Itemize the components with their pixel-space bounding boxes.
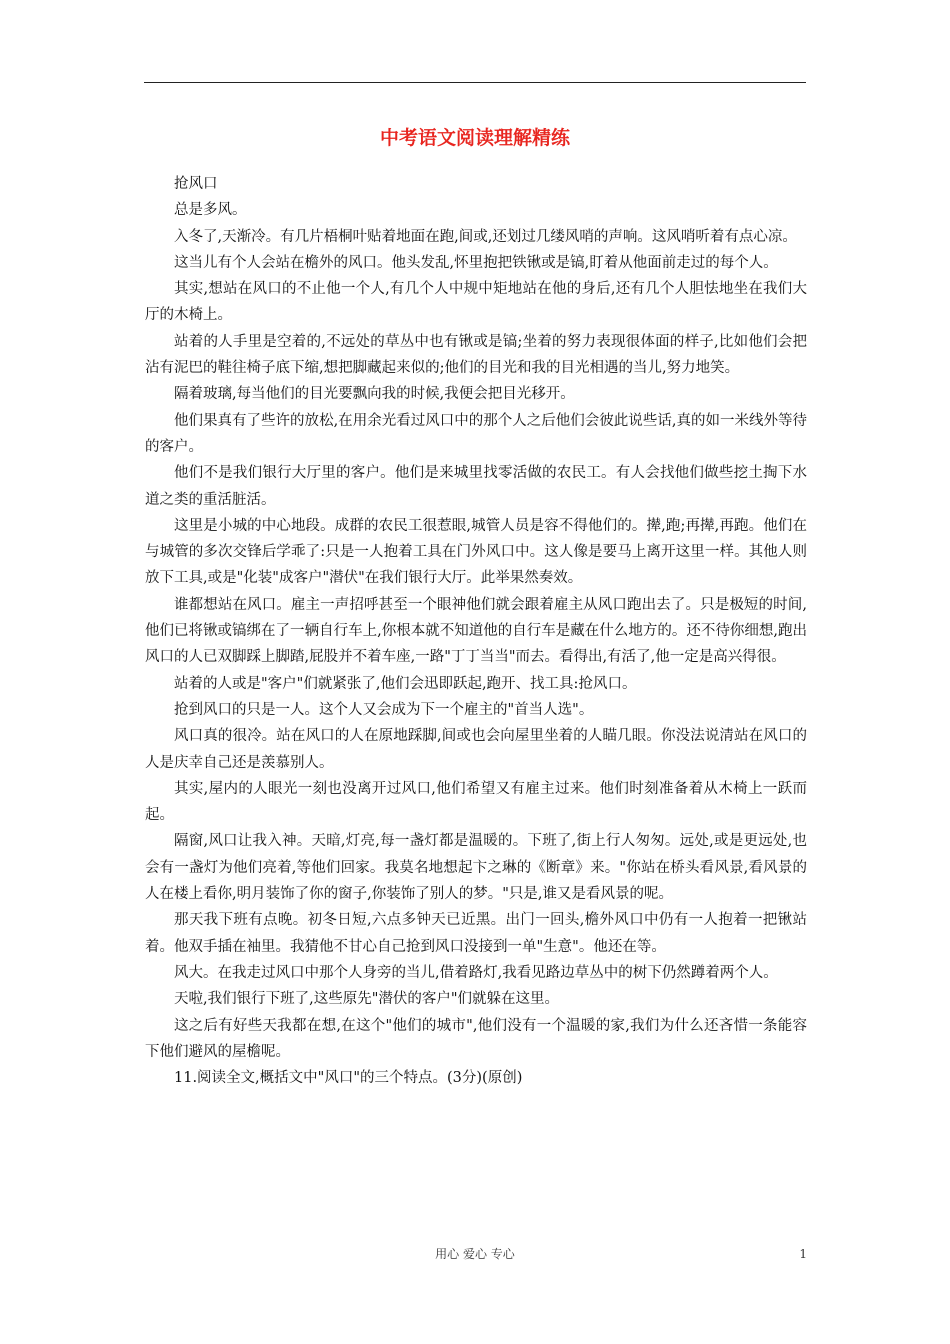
- paragraph: 入冬了,天渐冷。有几片梧桐叶贴着地面在跑,间或,还划过几缕风哨的声响。这风哨听着有点心凉。: [174, 228, 797, 245]
- paragraph: 风口真的很冷。站在风口的人在原地踩脚,间或也会向屋里坐着的人瞄几眼。你没法说清站在风口的人是庆幸自己还是羡慕别人。: [145, 728, 807, 771]
- footer-slogan: 用心 爱心 专心: [435, 1247, 515, 1261]
- paragraph: 隔着玻璃,每当他们的目光要飘向我的时候,我便会把目光移开。: [174, 386, 575, 403]
- paragraph: 其实,想站在风口的不止他一个人,有几个人中规中矩地站在他的身后,还有几个人胆怯地坐在我们大厅的木椅上。: [145, 281, 807, 324]
- paragraph: 站着的人手里是空着的,不远处的草丛中也有锹或是镐;坐着的努力表现很体面的样子,比如他们会把沾有泥巴的鞋往椅子底下缩,想把脚藏起来似的;他们的目光和我的目光相遇的当儿,努力地笑。: [145, 333, 807, 377]
- paragraph: 抢到风口的只是一人。这个人又会成为下一个雇主的"首当人选"。: [174, 701, 594, 718]
- paragraph: 谁都想站在风口。雇主一声招呼甚至一个眼神他们就会跟着雇主从风口跑出去了。只是极短的时间,他们已将锹或镐绑在了一辆自行车上,你根本就不知道他的自行车是藏在什么地方的。还不待你细想,跑出风口的人已双脚踩上脚踏,屁股并不着车座,一路"丁丁当当"而去。看得出,有活了,他一定是高兴得很。: [145, 596, 807, 666]
- paragraph: 这里是小城的中心地段。成群的农民工很惹眼,城管人员是容不得他们的。撵,跑;再撵,再跑。他们在与城管的多次交锋后学乖了:只是一人抱着工具在门外风口中。这人像是要马上离开这里一样。其他人则放下工具,或是"化装"成客户"潜伏"在我们银行大厅。此举果然奏效。: [145, 517, 807, 587]
- document-title: 中考语文阅读理解精练: [379, 127, 570, 149]
- paragraph: 风大。在我走过风口中那个人身旁的当儿,借着路灯,我看见路边草丛中的树下仍然蹲着两个人。: [174, 964, 778, 981]
- paragraph: 站着的人或是"客户"们就紧张了,他们会迅即跃起,跑开、找工具:抢风口。: [174, 675, 637, 692]
- paragraph: 隔窗,风口让我入神。天暗,灯亮,每一盏灯都是温暖的。下班了,街上行人匆匆。远处,或是更远处,也会有一盏灯为他们亮着,等他们回家。我莫名地想起卞之琳的《断章》来。"你站在桥头看风景,看风景的人在楼上看你,明月装饰了你的窗子,你装饰了别人的梦。"只是,谁又是看风景的呢。: [145, 833, 807, 903]
- article-body: [145, 171, 807, 1091]
- paragraph: 天啦,我们银行下班了,这些原先"潜伏的客户"们就躲在这里。: [174, 991, 560, 1008]
- page-number: 1: [799, 1247, 807, 1261]
- paragraph: 他们不是我们银行大厅里的客户。他们是来城里找零活做的农民工。有人会找他们做些挖土掏下水道之类的重活脏活。: [145, 465, 807, 508]
- paragraph: 他们果真有了些许的放松,在用余光看过风口中的那个人之后他们会彼此说些话,真的如一米线外等待的客户。: [145, 412, 807, 455]
- article-heading: 抢风口: [174, 176, 218, 192]
- paragraph: 总是多风。: [174, 202, 247, 219]
- paragraph: 这之后有好些天我都在想,在这个"他们的城市",他们没有一个温暖的家,我们为什么还吝惜一条能容下他们避风的屋檐呢。: [145, 1017, 807, 1060]
- question: 11.阅读全文,概括文中"风口"的三个特点。(3分)(原创): [174, 1070, 523, 1087]
- header-rule: [144, 82, 806, 83]
- paragraph: 那天我下班有点晚。初冬日短,六点多钟天已近黑。出门一回头,檐外风口中仍有一人抱着一把锹站着。他双手插在袖里。我猜他不甘心自己抢到风口没接到一单"生意"。他还在等。: [145, 912, 807, 955]
- paragraph: 这当儿有个人会站在檐外的风口。他头发乱,怀里抱把铁锹或是镐,盯着从他面前走过的每个人。: [174, 254, 778, 271]
- paragraph: 其实,屋内的人眼光一刻也没离开过风口,他们希望又有雇主过来。他们时刻准备着从木椅上一跃而起。: [145, 780, 807, 824]
